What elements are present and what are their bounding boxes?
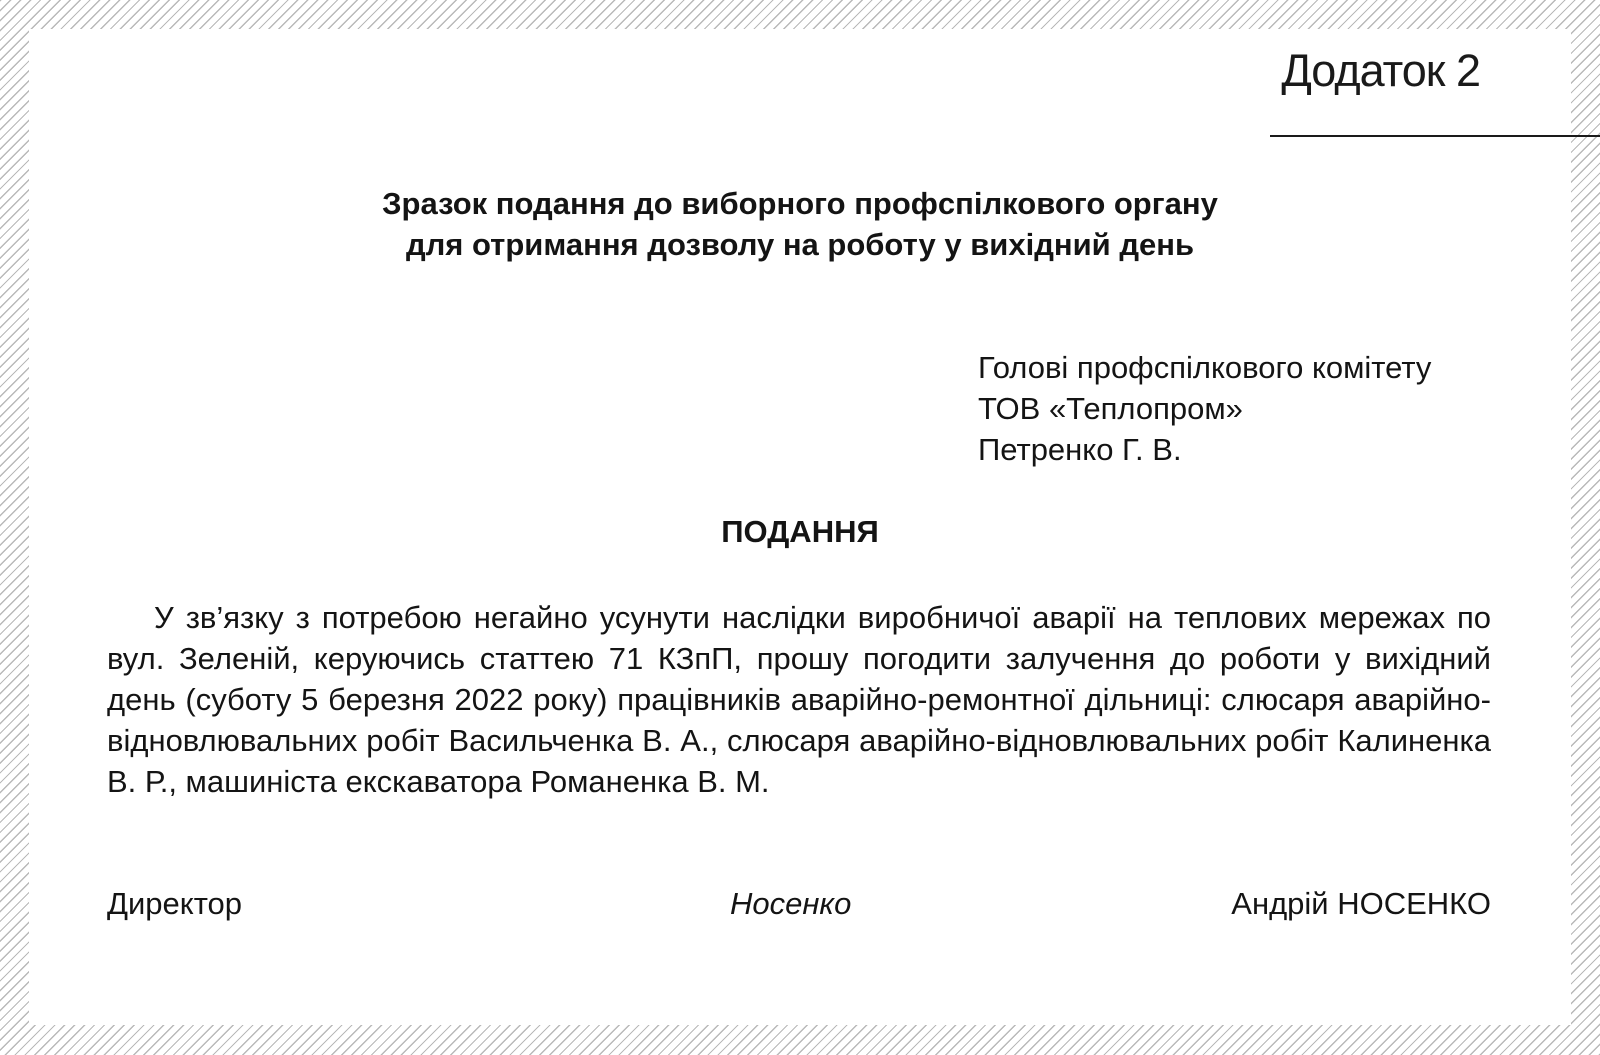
appendix-label: Додаток 2: [1281, 45, 1480, 96]
appendix-underline: [1270, 135, 1600, 137]
submission-heading: ПОДАННЯ: [721, 514, 879, 549]
handwritten-signature: Носенко: [730, 886, 852, 921]
document-title: [0, 183, 1600, 265]
addressee-block: [978, 347, 1538, 470]
signature-row: [107, 883, 1491, 927]
signatory-position: Директор: [107, 886, 243, 921]
addressee-line-2: ТОВ «Теплопром»: [978, 391, 1243, 426]
addressee-line-1: Голові профспілкового комітету: [978, 350, 1432, 385]
submission-body-text: У зв’язку з потребою негайно усунути наслідки виробничої аварії на теплових мережах по вул. Зеленій, керуючись статтею 71 КЗпП, прошу погодити залучення до роботи у вихідний день (суботу 5 березня 2022 року) працівників аварійно-ремонтної дільниці: слюсаря аварійно-відновлювальних робіт Васильченка В. А., слюсаря аварійно-відновлювальних робіт Калиненка В. Р., машиніста екскаватора Романенка В. М.: [107, 600, 1491, 799]
document-title-line-1: Зразок подання до виборного профспілкового органу: [382, 186, 1218, 221]
addressee-line-3: Петренко Г. В.: [978, 432, 1182, 467]
document-title-line-2: для отримання дозволу на роботу у вихідний день: [405, 227, 1195, 262]
signatory-full-name: Андрій НОСЕНКО: [1231, 886, 1491, 921]
